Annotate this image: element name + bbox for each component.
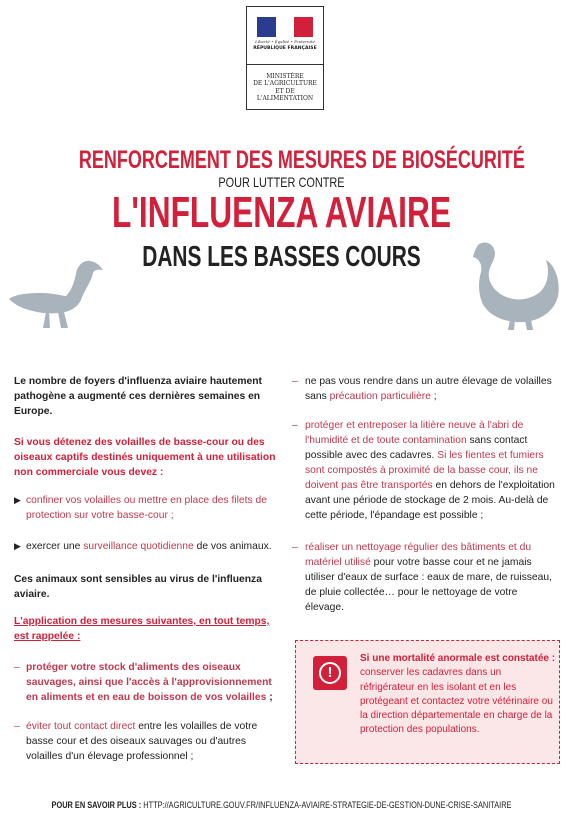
warning-icon: ! [313,656,347,690]
republic-label: RÉPUBLIQUE FRANÇAISE [253,46,317,51]
ministry-name: MINISTÈRE DE L'AGRICULTURE ET DE L'ALIMENTATION [253,73,317,102]
mortality-alert-text: Si une mortalité anormale est constatée : conserver les cadavres dans un réfrigérateur en les isolant et en les protégeant et contactez votre vétérinaire ou la direction départementale en charge de la protection des populations. [360,653,556,736]
more-info-link[interactable]: HTTP://AGRICULTURE.GOUV.FR/INFLUENZA-AVIAIRE-STRATEGIE-DE-GESTION-DUNE-CRISE-SANITAIRE [143,800,512,810]
bullet-confine: confiner vos volailles ou mettre en place des filets de protection sur votre basse-cour ; [26,495,267,521]
dash-icon: – [14,662,20,673]
more-info-footer: POUR EN SAVOIR PLUS : HTTP://AGRICULTURE.GOUV.FR/INFLUENZA-AVIAIRE-STRATEGIE-DE-GESTION-DUNE-CRISE-SANITAIRE [51,800,512,810]
logo-divider [247,64,323,65]
measures-heading: L'application des mesures suivantes, en tout temps, est rappelée : [14,616,270,642]
measure-cleaning: réaliser un nettoyage régulier des bâtiments et du matériel utilisé pour votre basse cour et ne jamais utiliser d'eaux de surface : eaux de mare, de ruisseau, de pluie collectée… pour le nettoyage de votre élevage. [305,542,552,613]
sensitivity-text: Ces animaux sont sensibles au virus de l'influenza aviaire. [14,574,262,600]
dash-icon: – [292,376,298,387]
title-line-2: POUR LUTTER CONTRE [218,174,345,190]
bullet-surveillance: exercer une surveillance quotidienne de vos animaux. [26,541,272,552]
hen-icon [470,240,562,332]
title-line-1: RENFORCEMENT DES MESURES DE BIOSÉCURITÉ [78,146,525,174]
dash-icon: – [14,721,20,732]
title-line-3: L'INFLUENZA AVIAIRE [112,188,451,237]
measure-litter: protéger et entreposer la litière neuve à l'abri de l'humidité et de toute contamination sans contact possible avec des cadavres. Si les fientes et fumiers sont compostés à proximité de la basse cour, ils ne doivent pas être transportés en dehors de l'exploitation avant une période de stockage de 2 mois. Au-delà de cette période, l'épandage est possible ; [305,420,555,521]
measure-no-visit: ne pas vous rendre dans un autre élevage de volailles sans précaution particulière ; [305,376,552,402]
duck-icon [6,252,106,332]
dash-icon: – [292,420,298,431]
intro-text: Le nombre de foyers d'influenza aviaire hautement pathogène a augmenté ces dernières semaines en Europe. [14,376,262,417]
dash-icon: – [292,542,298,553]
bullet-arrow-icon: ▶ [14,541,21,551]
french-flag-icon [257,17,313,37]
condition-text: Si vous détenez des volailles de basse-cour ou des oiseaux captifs destinés uniquement à une utilisation non commerciale vous devez : [14,437,276,478]
measure-avoid-contact: éviter tout contact direct entre les volailles de votre basse cour et des oiseaux sauvages ou d'autres volailles d'un élevage professionnel ; [26,721,258,762]
ministry-logo [246,6,324,110]
title-line-4: DANS LES BASSES COURS [142,241,421,273]
motto: Liberté • Égalité • Fraternité [255,39,315,44]
bullet-arrow-icon: ▶ [14,495,21,505]
measure-feed-stock: protéger votre stock d'aliments des oiseaux sauvages, ainsi que l'accès à l'approvisionnement en aliments et en eau de boisson de vos volailles ; [26,662,273,703]
